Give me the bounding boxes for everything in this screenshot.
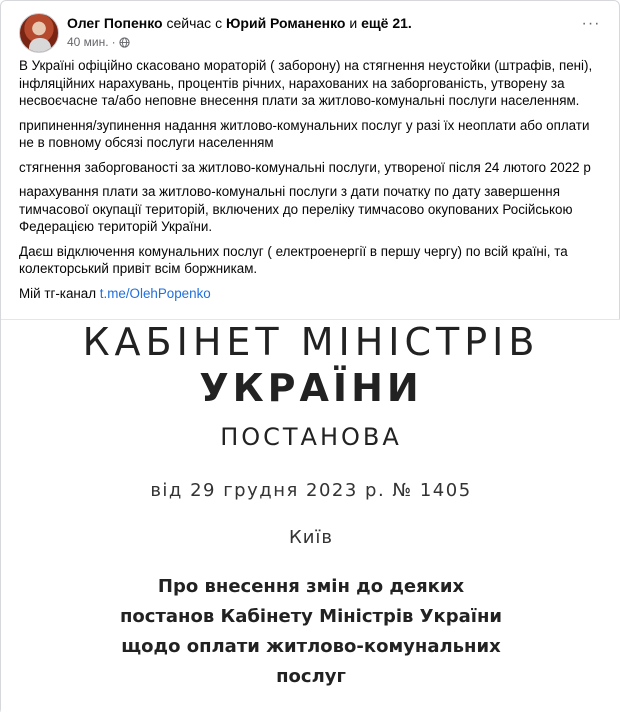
telegram-prefix: Мій тг-канал	[19, 285, 97, 301]
doc-title-line: Про внесення змін до деяких	[157, 576, 465, 597]
doc-title-line: послуг	[276, 666, 346, 687]
and-word: и	[349, 15, 358, 31]
doc-title-line: щодо оплати житлово-комунальних	[121, 636, 501, 657]
post-header	[19, 13, 605, 53]
post-byline	[67, 14, 412, 32]
post-paragraph: стягнення заборгованості за житлово-комунальні послуги, утвореної після 24 лютого 2022 р	[19, 159, 591, 175]
more-options-icon[interactable]: ···	[581, 15, 601, 32]
tagged-others[interactable]: ещё 21.	[361, 15, 412, 31]
doc-city: Київ	[288, 527, 334, 548]
telegram-link[interactable]: t.me/OlehPopenko	[99, 285, 211, 301]
post-time[interactable]: 40 мин.	[67, 35, 109, 49]
post-paragraph: Даєш відключення комунальних послуг ( електроенергії в першу чергу) по всій країні, та колекторський привіт всім боржникам.	[19, 243, 568, 276]
post-meta	[67, 34, 130, 50]
author-avatar[interactable]	[19, 13, 59, 53]
doc-org-line1: КАБІНЕТ МІНІСТРІВ	[82, 320, 540, 364]
post-body	[19, 57, 604, 309]
post-paragraph: нарахування плати за житлово-комунальні послуги з дати початку по дату завершення тимчасової окупації територій, включених до переліку тимчасово окупованих Російською Федерацією територій України.	[19, 184, 573, 234]
doc-date: від 29 грудня 2023 р. № 1405	[150, 480, 472, 501]
post-paragraph: припинення/зупинення надання житлово-комунальних послуг у разі їх неоплати або оплати не в повному обсязі послуги населенням	[19, 117, 590, 150]
globe-icon	[119, 37, 130, 48]
telegram-line	[19, 285, 604, 303]
post-paragraph: В Україні офіційно скасовано мораторій ( заборону) на стягнення неустойки (штрафів, пені), інфляційних нарахувань, процентів річних, нарахованих на заборгованість, утворену за несвоєчасне та/або неповне внесення плати за житлово-комунальні послуги населенням.	[19, 58, 593, 108]
meta-separator: ·	[111, 35, 116, 49]
attached-document-image[interactable]	[1, 319, 620, 717]
author-name[interactable]: Олег Попенко	[67, 15, 163, 31]
with-prefix: сейчас с	[166, 15, 223, 31]
doc-kind: ПОСТАНОВА	[220, 423, 402, 451]
doc-title	[111, 572, 511, 692]
tagged-person[interactable]: Юрий Романенко	[225, 15, 346, 31]
doc-title-line: постанов Кабінету Міністрів України	[119, 606, 503, 627]
doc-org-line2: УКРАЇНИ	[199, 366, 423, 410]
